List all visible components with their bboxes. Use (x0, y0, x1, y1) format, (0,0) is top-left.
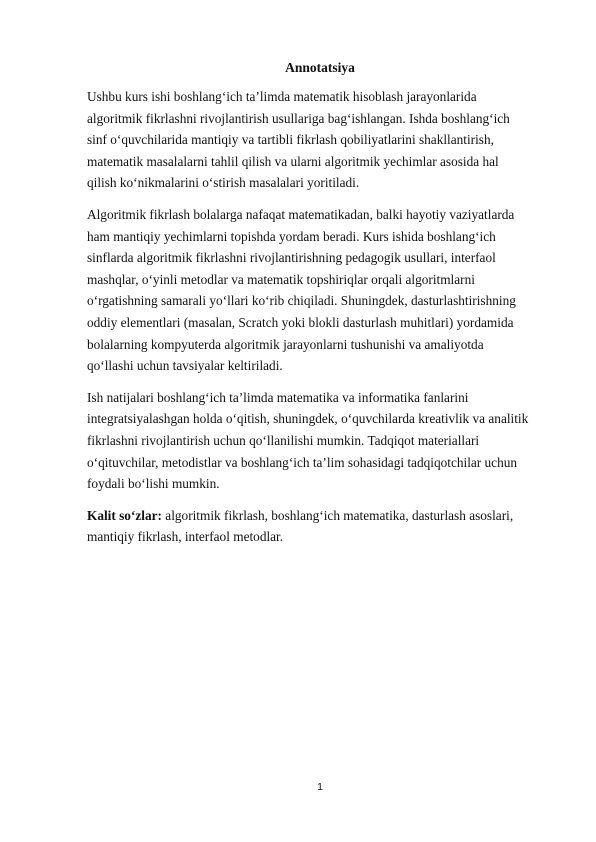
text-line: sinflarda algoritmik fikrlashni rivojlantirishning pedagogik usullari, interfaol (87, 250, 496, 266)
keywords-paragraph (87, 505, 557, 548)
text-line: Ushbu kurs ishi boshlang‘ich ta’limda matematik hisoblash jarayonlarida (87, 89, 477, 104)
text-line: fikrlashni rivojlantirish uchun qo‘llanilishi mumkin. Tadqiqot materiallari (87, 432, 480, 448)
text-line: qilish ko‘nikmalarini o‘stirish masalalari yoritiladi. (87, 175, 360, 191)
text-line: algoritmik fikrlashni rivojlantirish usullariga bag‘ishlangan. Ishda boshlang‘ich (87, 110, 510, 126)
text-line: o‘qituvchilar, metodistlar va boshlang‘ich ta’lim sohasidagi tadqiqotchilar uchun (87, 454, 518, 470)
text-line: integratsiyalashgan holda o‘qitish, shuningdek, o‘quvchilarda kreativlik va analitik (87, 411, 529, 427)
text-line: sinf o‘quvchilarida mantiqiy va tartibli fikrlash qobiliyatlarini shakllantirish, (87, 132, 494, 148)
paragraph-3 (87, 387, 557, 495)
page-number: 1 (317, 781, 323, 793)
text-line: qo‘llashi uchun tavsiyalar keltiriladi. (87, 358, 283, 374)
text-line: Algoritmik fikrlash bolalarga nafaqat matematikadan, balki hayotiy vaziyatlarda (87, 206, 515, 222)
document-body (87, 86, 557, 558)
page-title: Annotatsiya (285, 60, 355, 75)
text-line: o‘rgatishning samarali yo‘llari ko‘rib chiqiladi. Shuningdek, dasturlashtirishning (87, 293, 516, 309)
keywords-line-1 (87, 505, 557, 527)
text-line: ham mantiqiy yechimlarni topishda yordam beradi. Kurs ishida boshlang‘ich (87, 228, 496, 244)
paragraph-1 (87, 86, 557, 194)
text-line: mashqlar, o‘yinli metodlar va matematik topshiriqlar orqali algoritmlarni (87, 271, 475, 287)
text-line: oddiy elementlari (masalan, Scratch yoki blokli dasturlash muhitlari) yordamida (87, 314, 514, 330)
paragraph-2 (87, 204, 557, 377)
keywords-text: algoritmik fikrlash, boshlang‘ich matematika, dasturlash asoslari, (165, 507, 514, 523)
keywords-label: Kalit so‘zlar: (87, 507, 162, 523)
text-line: matematik masalalarni tahlil qilish va ularni algoritmik yechimlar asosida hal (87, 153, 499, 169)
keywords-line-2: mantiqiy fikrlash, interfaol metodlar. (87, 529, 284, 545)
text-line: bolalarning kompyuterda algoritmik jarayonlarni tushunishi va amaliyotda (87, 336, 484, 352)
text-line: foydali bo‘lishi mumkin. (87, 476, 220, 492)
text-line: Ish natijalari boshlang‘ich ta’limda matematika va informatika fanlarini (87, 389, 469, 405)
